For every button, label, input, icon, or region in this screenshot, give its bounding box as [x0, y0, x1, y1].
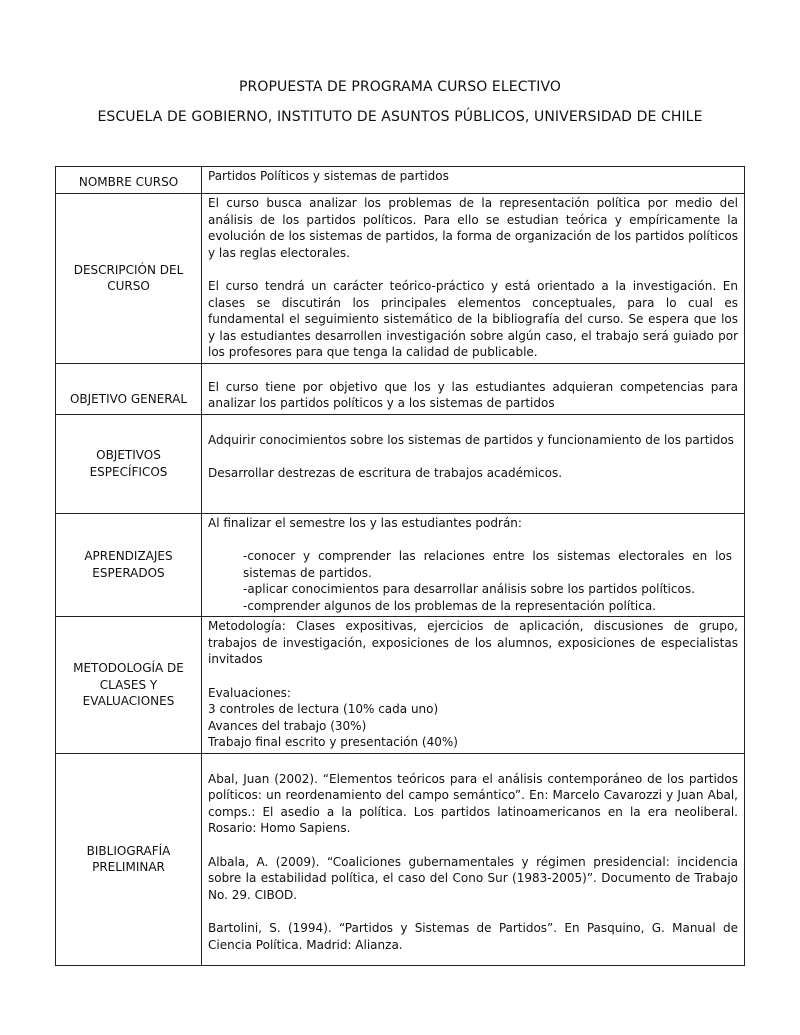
- description-paragraph-1: El curso busca analizar los problemas de la representación política por medio del análisis de los partidos políticos. Para ello se estudian teórica y empíricamente la evolución de los sistemas de partidos, la forma de organización de los partidos políticos y las reglas electorales.: [208, 196, 738, 260]
- label-aprendizajes: APRENDIZAJES ESPERADOS: [56, 513, 202, 617]
- description-paragraph-2: El curso tendrá un carácter teórico-práctico y está orientado a la investigación. En clases se discutirán los principales elementos conceptuales, para lo cual es fundamental el seguimiento sistemático de la bibliografía del curso. Se espera que los y las estudiantes desarrollen investigación sobre algún caso, el trabajo será guiado por los profesores para que tenga la calidad de publicable.: [208, 279, 738, 359]
- course-name: Partidos Políticos y sistemas de partidos: [202, 167, 745, 194]
- label-bibliografia: BIBLIOGRAFÍA PRELIMINAR: [56, 753, 202, 965]
- evaluation-item: Avances del trabajo (30%): [208, 718, 367, 733]
- row-metodologia: [56, 617, 745, 754]
- row-bibliografia: [56, 753, 745, 965]
- label-metodologia: METODOLOGÍA DE CLASES Y EVALUACIONES: [56, 617, 202, 754]
- general-objective-text: El curso tiene por objetivo que los y las estudiantes adquieran competencias para analizar los partidos políticos y a los sistemas de partidos: [208, 379, 738, 410]
- expected-learning: [202, 513, 745, 617]
- bibliography-ref: Bartolini, S. (1994). “Partidos y Sistemas de Partidos”. En Pasquino, G. Manual de Ciencia Política. Madrid: Alianza.: [208, 921, 738, 952]
- general-objective: [202, 363, 745, 414]
- row-aprendizajes: [56, 513, 745, 617]
- specific-objective-2: Desarrollar destrezas de escritura de trabajos académicos.: [208, 466, 563, 480]
- program-table: [55, 166, 745, 966]
- methodology-text: Metodología: Clases expositivas, ejercicios de aplicación, discusiones de grupo, trabajos de investigación, exposiciones de los alumnos, exposiciones de especialistas invitados: [208, 619, 738, 666]
- specific-objective-1: Adquirir conocimientos sobre los sistemas de partidos y funcionamiento de los partidos: [208, 432, 734, 447]
- bibliography-cell: [202, 753, 745, 965]
- bibliography-ref: Albala, A. (2009). “Coaliciones gubernamentales y régimen presidencial: incidencia sobre la estabilidad política, el caso del Cono Sur (1983-2005)”. Documento de Trabajo No. 29. CIBOD.: [208, 854, 738, 902]
- row-nombre-curso: [56, 167, 745, 194]
- row-descripcion: [56, 194, 745, 364]
- learning-list: [208, 548, 738, 614]
- row-objetivos-especificos: [56, 414, 745, 513]
- document-subtitle: ESCUELA DE GOBIERNO, INSTITUTO DE ASUNTOS PÚBLICOS, UNIVERSIDAD DE CHILE: [97, 109, 703, 125]
- label-nombre-curso: NOMBRE CURSO: [56, 167, 202, 194]
- document-title: PROPUESTA DE PROGRAMA CURSO ELECTIVO: [238, 79, 562, 95]
- label-objetivo-general: OBJETIVO GENERAL: [56, 363, 202, 414]
- label-objetivos-especificos: OBJETIVOS ESPECÍFICOS: [56, 414, 202, 513]
- bibliography-ref: Abal, Juan (2002). “Elementos teóricos para el análisis contemporáneo de los partidos políticos: un reordenamiento del campo semántico”. En: Marcelo Cavarozzi y Juan Abal, comps.: El asedio a la política. Los partidos latinoamericanos en la era neoliberal. Rosario: Homo Sapiens.: [208, 771, 738, 835]
- learning-intro: Al finalizar el semestre los y las estudiantes podrán:: [208, 515, 522, 530]
- evaluation-item: 3 controles de lectura (10% cada uno): [208, 702, 439, 716]
- row-objetivo-general: [56, 363, 745, 414]
- label-descripcion: DESCRIPCIÓN DEL CURSO: [56, 194, 202, 364]
- evaluation-item: Trabajo final escrito y presentación (40%): [208, 735, 458, 749]
- evaluations-title: Evaluaciones:: [208, 685, 291, 700]
- specific-objectives: [202, 414, 745, 513]
- description-cell: [202, 194, 745, 364]
- methodology-cell: [202, 617, 745, 754]
- learning-item: -aplicar conocimientos para desarrollar análisis sobre los partidos políticos.: [243, 582, 695, 596]
- learning-item: -comprender algunos de los problemas de la representación política.: [243, 598, 656, 613]
- learning-item: -conocer y comprender las relaciones entre los sistemas electorales en los sistemas de partidos.: [243, 549, 732, 580]
